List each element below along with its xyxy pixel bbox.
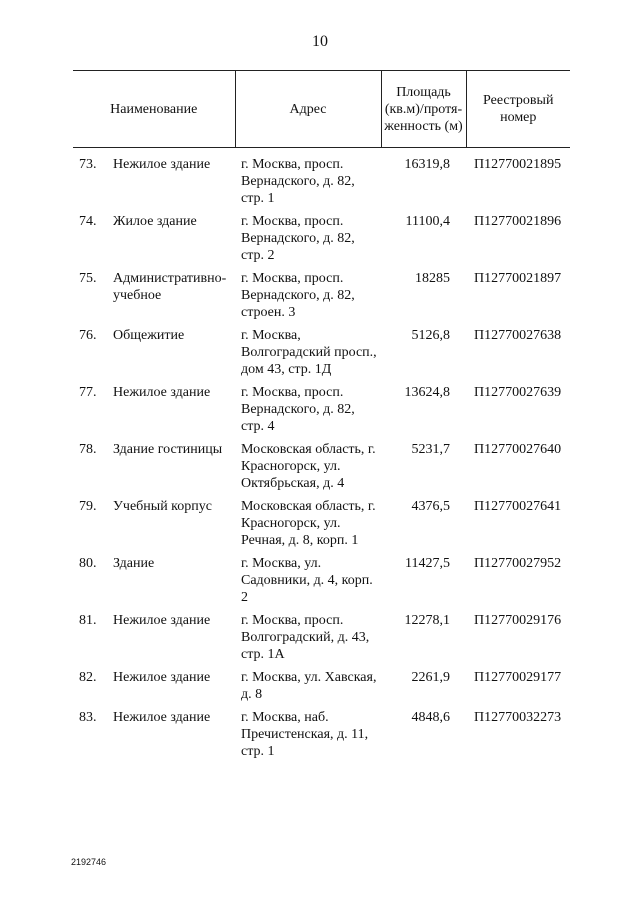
table-row bbox=[73, 709, 570, 766]
cell-area: 2261,9 bbox=[411, 670, 450, 685]
cell-address: г. Москва, просп. Вернадского, д. 82, строен. 3 bbox=[241, 271, 355, 320]
cell-name bbox=[73, 498, 235, 555]
page-number: 10 bbox=[312, 33, 328, 50]
cell-registry-number: П12770027952 bbox=[474, 556, 562, 571]
header-area: Площадь (кв.м)/протя-женность (м) bbox=[381, 71, 466, 148]
cell-area: 4376,5 bbox=[411, 499, 450, 514]
object-name: Нежилое здание bbox=[113, 385, 211, 400]
row-number: 73. bbox=[79, 157, 97, 172]
object-name: Общежитие bbox=[113, 328, 185, 343]
table-row bbox=[73, 555, 570, 612]
object-name: Здание bbox=[113, 556, 155, 571]
cell-registry-number: П12770021895 bbox=[474, 157, 562, 172]
table-row bbox=[73, 498, 570, 555]
object-name: Нежилое здание bbox=[113, 710, 211, 725]
row-number: 82. bbox=[79, 670, 97, 685]
cell-name bbox=[73, 148, 235, 214]
table-row bbox=[73, 327, 570, 384]
object-name: Нежилое здание bbox=[113, 670, 211, 685]
row-number: 83. bbox=[79, 710, 97, 725]
document-code: 2192746 bbox=[71, 857, 107, 867]
table-body bbox=[73, 148, 570, 767]
cell-address: г. Москва, просп. Вернадского, д. 82, стр. 2 bbox=[241, 214, 355, 263]
row-number: 77. bbox=[79, 385, 97, 400]
object-name: Нежилое здание bbox=[113, 157, 211, 172]
cell-address: г. Москва, просп. Вернадского, д. 82, стр. 1 bbox=[241, 157, 355, 206]
row-number: 78. bbox=[79, 442, 97, 457]
object-name: Учебный корпус bbox=[113, 499, 212, 514]
cell-address: г. Москва, ул. Хавская, д. 8 bbox=[241, 670, 377, 702]
header-name: Наименование bbox=[73, 71, 235, 148]
cell-address: г. Москва, ул. Садовники, д. 4, корп. 2 bbox=[241, 556, 373, 605]
cell-registry-number: П12770029177 bbox=[474, 670, 562, 685]
cell-name bbox=[73, 213, 235, 270]
cell-registry-number: П12770027638 bbox=[474, 328, 562, 343]
cell-name bbox=[73, 555, 235, 612]
cell-area: 16319,8 bbox=[404, 157, 450, 172]
row-number: 79. bbox=[79, 499, 97, 514]
row-number: 76. bbox=[79, 328, 97, 343]
header-registry-number: Реестровый номер bbox=[466, 71, 570, 148]
cell-name bbox=[73, 709, 235, 766]
row-number: 80. bbox=[79, 556, 97, 571]
object-name: Жилое здание bbox=[113, 214, 197, 229]
cell-address: г. Москва, просп. Волгоградский, д. 43, стр. 1А bbox=[241, 613, 370, 662]
cell-registry-number: П12770027640 bbox=[474, 442, 562, 457]
property-registry-table bbox=[73, 70, 570, 766]
cell-area: 12278,1 bbox=[404, 613, 450, 628]
cell-registry-number: П12770032273 bbox=[474, 710, 562, 725]
cell-area: 4848,6 bbox=[411, 710, 450, 725]
cell-area: 11427,5 bbox=[405, 556, 450, 571]
table-row bbox=[73, 384, 570, 441]
cell-address: Московская область, г. Красногорск, ул. Речная, д. 8, корп. 1 bbox=[241, 499, 376, 548]
cell-registry-number: П12770021897 bbox=[474, 271, 562, 286]
cell-name bbox=[73, 612, 235, 669]
header-address: Адрес bbox=[235, 71, 381, 148]
cell-name bbox=[73, 669, 235, 709]
cell-area: 13624,8 bbox=[404, 385, 450, 400]
table-row bbox=[73, 441, 570, 498]
cell-address: г. Москва, наб. Пречистенская, д. 11, стр. 1 bbox=[241, 710, 369, 759]
cell-registry-number: П12770021896 bbox=[474, 214, 562, 229]
cell-name bbox=[73, 327, 235, 384]
cell-registry-number: П12770027641 bbox=[474, 499, 562, 514]
row-number: 81. bbox=[79, 613, 97, 628]
row-number: 74. bbox=[79, 214, 97, 229]
cell-area: 11100,4 bbox=[405, 214, 450, 229]
table-row bbox=[73, 270, 570, 327]
object-name: Административно-учебное bbox=[113, 271, 227, 303]
cell-area: 18285 bbox=[415, 271, 450, 286]
cell-address: г. Москва, Волгоградский просп., дом 43, стр. 1Д bbox=[241, 328, 377, 377]
table-header bbox=[73, 71, 570, 148]
table-row bbox=[73, 213, 570, 270]
cell-name bbox=[73, 441, 235, 498]
cell-address: г. Москва, просп. Вернадского, д. 82, стр. 4 bbox=[241, 385, 355, 434]
cell-area: 5231,7 bbox=[411, 442, 450, 457]
cell-address: Московская область, г. Красногорск, ул. Октябрьская, д. 4 bbox=[241, 442, 376, 491]
object-name: Нежилое здание bbox=[113, 613, 211, 628]
row-number: 75. bbox=[79, 271, 97, 286]
cell-name bbox=[73, 270, 235, 327]
cell-registry-number: П12770027639 bbox=[474, 385, 562, 400]
object-name: Здание гостиницы bbox=[113, 442, 223, 457]
cell-registry-number: П12770029176 bbox=[474, 613, 562, 628]
table-row bbox=[73, 612, 570, 669]
cell-area: 5126,8 bbox=[411, 328, 450, 343]
cell-name bbox=[73, 384, 235, 441]
table-row bbox=[73, 669, 570, 709]
table-row bbox=[73, 148, 570, 214]
